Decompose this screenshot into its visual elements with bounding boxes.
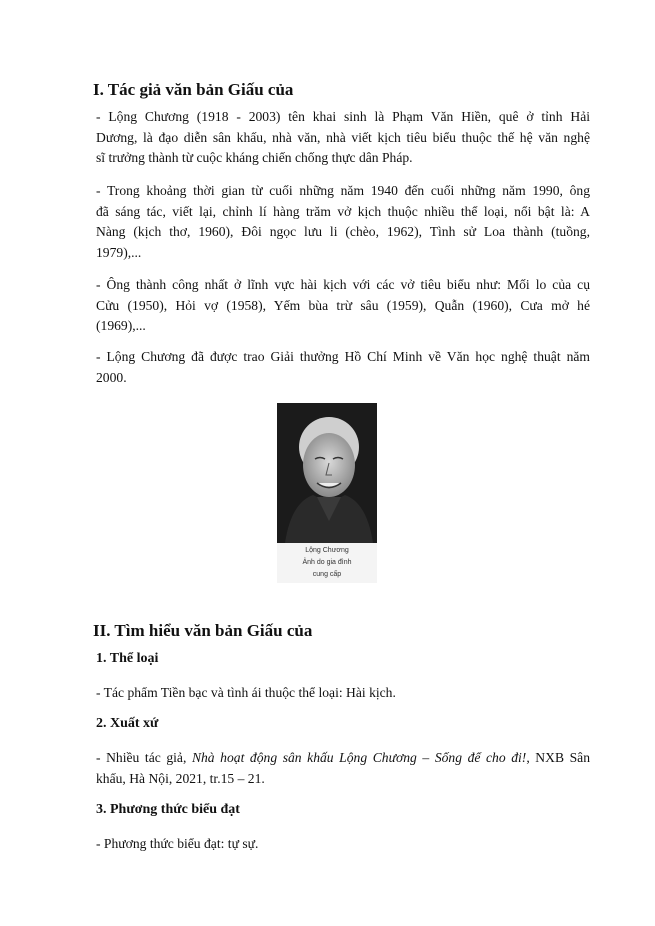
source-publisher: , NXB Sân — [526, 750, 590, 765]
paragraph-line: - Phương thức biểu đạt: tự sự. — [96, 836, 259, 851]
paragraph-line: Dương, là đạo diễn sân khấu, nhà văn, nhà viết kịch tiêu biểu thuộc thế hệ văn nghệ — [96, 129, 590, 145]
author-photo-figure — [277, 403, 377, 583]
paragraph-line: đã sáng tác, viết lại, chỉnh lí hàng trăm vở kịch thuộc nhiều thể loại, nổi bật là: A — [96, 203, 590, 219]
paragraph-line: - Lộng Chương (1918 - 2003) tên khai sinh là Phạm Văn Hiền, quê ở tỉnh Hải — [96, 109, 590, 124]
subsection-1-heading: 1. Thể loại — [96, 651, 159, 666]
caption-line: Lộng Chương — [305, 547, 349, 554]
source-paragraph — [96, 748, 590, 789]
author-paragraph-2 — [96, 181, 590, 263]
paragraph-line — [96, 748, 590, 769]
paragraph-line: Nàng (kịch thơ, 1960), Đôi ngọc lưu li (chèo, 1962), Tình sử Loa thành (tuồng, — [96, 224, 590, 240]
paragraph-line: - Tác phẩm Tiền bạc và tình ái thuộc thể loại: Hài kịch. — [96, 685, 396, 700]
caption-line: cung cấp — [312, 571, 342, 578]
photo-caption — [277, 545, 377, 581]
author-paragraph-3 — [96, 275, 590, 337]
source-authors: - Nhiều tác giả, — [96, 750, 192, 765]
paragraph-line: khấu, Hà Nội, 2021, tr.15 – 21. — [96, 770, 265, 786]
paragraph-line: (1969),... — [96, 318, 146, 334]
section-1-heading: I. Tác giả văn bản Giấu của — [93, 80, 294, 99]
paragraph-line: - Lộng Chương đã được trao Giải thưởng Hồ Chí Minh về Văn học nghệ thuật năm — [96, 349, 590, 364]
paragraph-line: - Trong khoảng thời gian từ cuối những năm 1940 đến cuối những năm 1990, ông — [96, 183, 590, 198]
source-title: Nhà hoạt động sân khấu Lộng Chương – Sống để cho đi! — [191, 750, 527, 765]
paragraph-line: 2000. — [96, 369, 127, 385]
expression-paragraph — [96, 834, 590, 855]
author-portrait-image — [277, 403, 377, 543]
genre-paragraph — [96, 683, 590, 704]
subsection-3-heading: 3. Phương thức biểu đạt — [96, 802, 240, 817]
paragraph-line: sĩ trưởng thành từ cuộc kháng chiến chống thực dân Pháp. — [96, 150, 413, 166]
caption-line: Ảnh do gia đình — [302, 559, 352, 566]
paragraph-line: Cửu (1950), Hỏi vợ (1958), Yếm bùa trừ sâu (1959), Quẫn (1960), Cưa mở hé — [96, 297, 590, 313]
paragraph-line: - Ông thành công nhất ở lĩnh vực hài kịch với các vở tiêu biểu như: Mối lo của cụ — [96, 277, 590, 292]
section-2-heading: II. Tìm hiểu văn bản Giấu của — [93, 621, 313, 640]
paragraph-line: 1979),... — [96, 244, 142, 260]
subsection-2-heading: 2. Xuất xứ — [96, 716, 159, 731]
author-paragraph-4 — [96, 347, 590, 388]
author-paragraph-1 — [96, 107, 590, 169]
